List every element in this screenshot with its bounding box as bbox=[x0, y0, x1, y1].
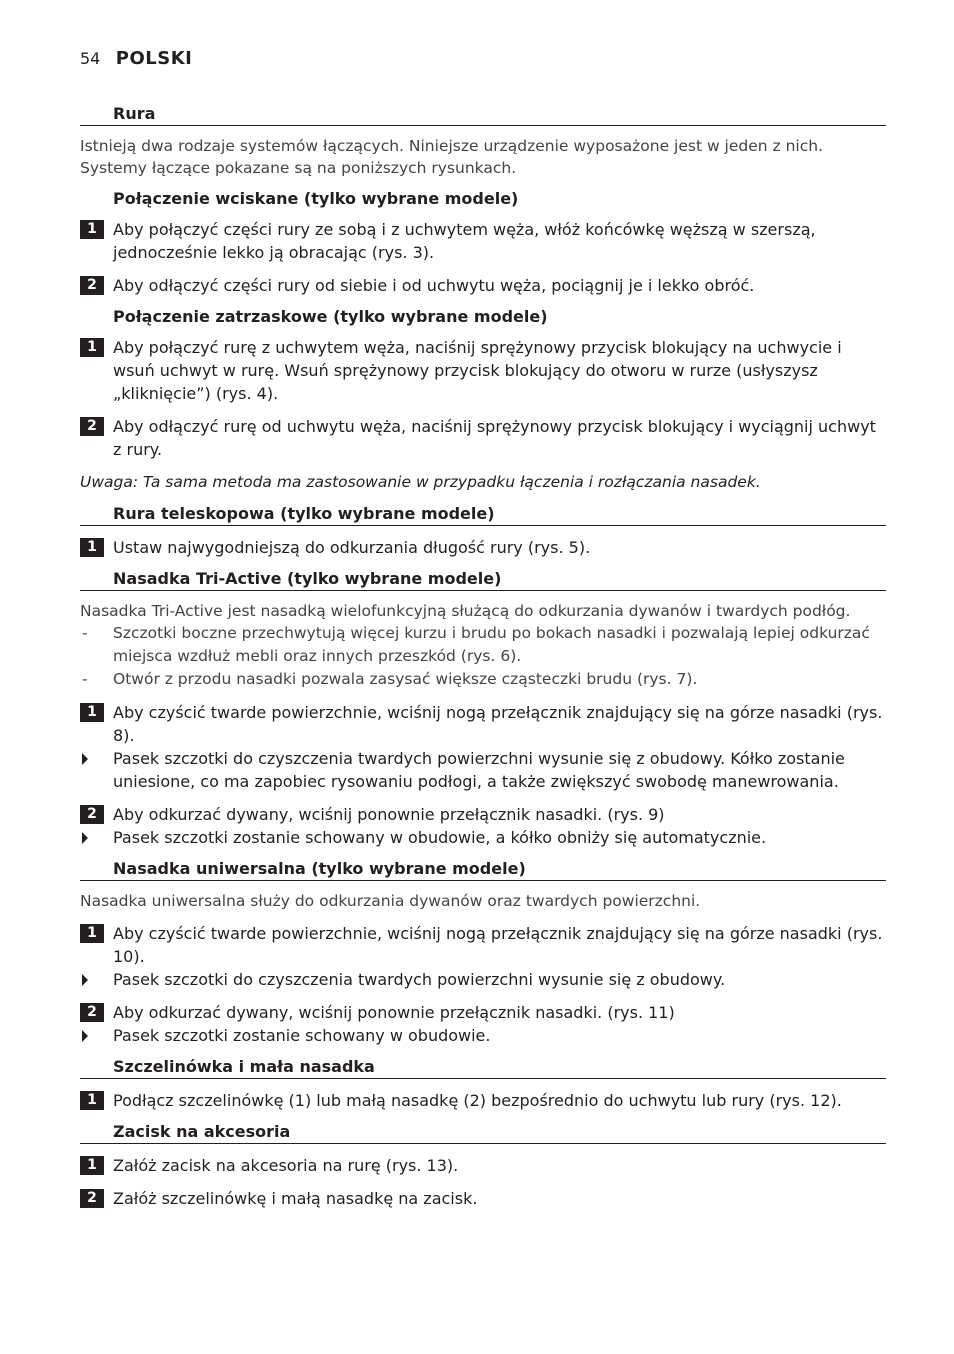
step-text: Aby czyścić twarde powierzchnie, wciśnij nogą przełącznik znajdujący się na górze nasadki (rys. 10). bbox=[113, 924, 883, 966]
bullet-text: Pasek szczotki zostanie schowany w obudowie, a kółko obniży się automatycznie. bbox=[113, 828, 767, 847]
step-item bbox=[80, 274, 886, 297]
section-title-zacisk: Zacisk na akcesoria bbox=[80, 1122, 886, 1144]
step-item bbox=[80, 536, 886, 559]
step-item bbox=[80, 922, 886, 968]
language-label: POLSKI bbox=[115, 48, 193, 69]
step-text: Aby odłączyć części rury od siebie i od uchwytu węża, pociągnij je i lekko obróć. bbox=[113, 276, 755, 295]
section-intro-uniwersalna: Nasadka uniwersalna służy do odkurzania dywanów oraz twardych powierzchni. bbox=[80, 892, 701, 910]
step-number-badge: 1 bbox=[80, 924, 104, 943]
step-item bbox=[80, 1154, 886, 1177]
dash-list-item bbox=[80, 668, 886, 691]
step-number-badge: 2 bbox=[80, 276, 104, 295]
subsection-title-wciskane: Połączenie wciskane (tylko wybrane modele) bbox=[113, 189, 519, 208]
step-number-badge: 2 bbox=[80, 1003, 104, 1022]
step-number-badge: 2 bbox=[80, 1189, 104, 1208]
dash-marker: - bbox=[82, 624, 88, 642]
bullet-text: Pasek szczotki do czyszczenia twardych powierzchni wysunie się z obudowy. bbox=[113, 970, 726, 989]
step-number-badge: 2 bbox=[80, 417, 104, 436]
step-number-badge: 1 bbox=[80, 703, 104, 722]
section-title-teleskopowa: Rura teleskopowa (tylko wybrane modele) bbox=[80, 504, 886, 526]
step-item bbox=[80, 803, 886, 826]
step-text: Podłącz szczelinówkę (1) lub małą nasadkę (2) bezpośrednio do uchwytu lub rury (rys. 12). bbox=[113, 1091, 842, 1110]
step-number-badge: 1 bbox=[80, 538, 104, 557]
page-number: 54 bbox=[80, 49, 101, 68]
section-title-uniwersalna: Nasadka uniwersalna (tylko wybrane modele) bbox=[80, 859, 886, 881]
bullet-text: Pasek szczotki do czyszczenia twardych powierzchni wysunie się z obudowy. Kółko zostanie uniesione, co ma zapobiec rysowaniu podłogi, a także zwiększyć swobodę manewrowania. bbox=[113, 749, 845, 791]
page-header bbox=[80, 48, 192, 69]
step-text: Aby połączyć części rury ze sobą i z uchwytem węża, włóż końcówkę węższą w szerszą, jednocześnie lekko ją obracając (rys. 3). bbox=[113, 220, 816, 262]
result-bullet bbox=[80, 747, 886, 793]
step-number-badge: 1 bbox=[80, 1156, 104, 1175]
step-text: Aby odłączyć rurę od uchwytu węża, naciśnij sprężynowy przycisk blokujący i wyciągnij uchwyt z rury. bbox=[113, 417, 876, 459]
step-text: Załóż zacisk na akcesoria na rurę (rys. 13). bbox=[113, 1156, 459, 1175]
section-intro-rura: Istnieją dwa rodzaje systemów łączących. Niniejsze urządzenie wyposażone jest w jeden z nich. Systemy łączące pokazane są na poniższych rysunkach. bbox=[80, 137, 823, 177]
dash-text: Otwór z przodu nasadki pozwala zasysać większe cząsteczki brudu (rys. 7). bbox=[113, 670, 698, 688]
step-item bbox=[80, 1089, 886, 1112]
step-item bbox=[80, 701, 886, 747]
dash-text: Szczotki boczne przechwytują więcej kurzu i brudu po bokach nasadki i pozwalają lepiej odkurzać miejsca wzdłuż mebli oraz innych przeszkód (rys. 6). bbox=[113, 624, 870, 665]
step-text: Aby odkurzać dywany, wciśnij ponownie przełącznik nasadki. (rys. 11) bbox=[113, 1003, 675, 1022]
step-item bbox=[80, 415, 886, 461]
subsection-title-zatrzaskowe: Połączenie zatrzaskowe (tylko wybrane modele) bbox=[113, 307, 548, 326]
note-text: Uwaga: Ta sama metoda ma zastosowanie w przypadku łączenia i rozłączania nasadek. bbox=[80, 473, 761, 491]
result-bullet bbox=[80, 826, 886, 849]
step-item bbox=[80, 218, 886, 264]
arrow-bullet-icon bbox=[82, 753, 88, 765]
step-text: Aby czyścić twarde powierzchnie, wciśnij nogą przełącznik znajdujący się na górze nasadki (rys. 8). bbox=[113, 703, 883, 745]
step-number-badge: 1 bbox=[80, 220, 104, 239]
step-number-badge: 1 bbox=[80, 1091, 104, 1110]
step-item bbox=[80, 1187, 886, 1210]
step-text: Aby odkurzać dywany, wciśnij ponownie przełącznik nasadki. (rys. 9) bbox=[113, 805, 665, 824]
page-content bbox=[80, 104, 886, 1210]
step-item bbox=[80, 336, 886, 405]
step-text: Załóż szczelinówkę i małą nasadkę na zacisk. bbox=[113, 1189, 478, 1208]
arrow-bullet-icon bbox=[82, 1030, 88, 1042]
dash-list-item bbox=[80, 622, 886, 668]
section-title-rura: Rura bbox=[80, 104, 886, 126]
arrow-bullet-icon bbox=[82, 974, 88, 986]
result-bullet bbox=[80, 1024, 886, 1047]
bullet-text: Pasek szczotki zostanie schowany w obudowie. bbox=[113, 1026, 491, 1045]
step-number-badge: 1 bbox=[80, 338, 104, 357]
step-text: Aby połączyć rurę z uchwytem węża, naciśnij sprężynowy przycisk blokujący na uchwycie i wsuń uchwyt w rurę. Wsuń sprężynowy przycisk blokujący do otworu w rurze (usłyszysz „kliknięcie”) (rys. 4). bbox=[113, 338, 842, 403]
step-number-badge: 2 bbox=[80, 805, 104, 824]
arrow-bullet-icon bbox=[82, 832, 88, 844]
dash-marker: - bbox=[82, 670, 88, 688]
section-title-szczelinowka: Szczelinówka i mała nasadka bbox=[80, 1057, 886, 1079]
result-bullet bbox=[80, 968, 886, 991]
step-text: Ustaw najwygodniejszą do odkurzania długość rury (rys. 5). bbox=[113, 538, 591, 557]
section-title-triactive: Nasadka Tri-Active (tylko wybrane modele) bbox=[80, 569, 886, 591]
step-item bbox=[80, 1001, 886, 1024]
section-intro-triactive: Nasadka Tri-Active jest nasadką wielofunkcyjną służącą do odkurzania dywanów i twardych podłóg. bbox=[80, 602, 851, 620]
